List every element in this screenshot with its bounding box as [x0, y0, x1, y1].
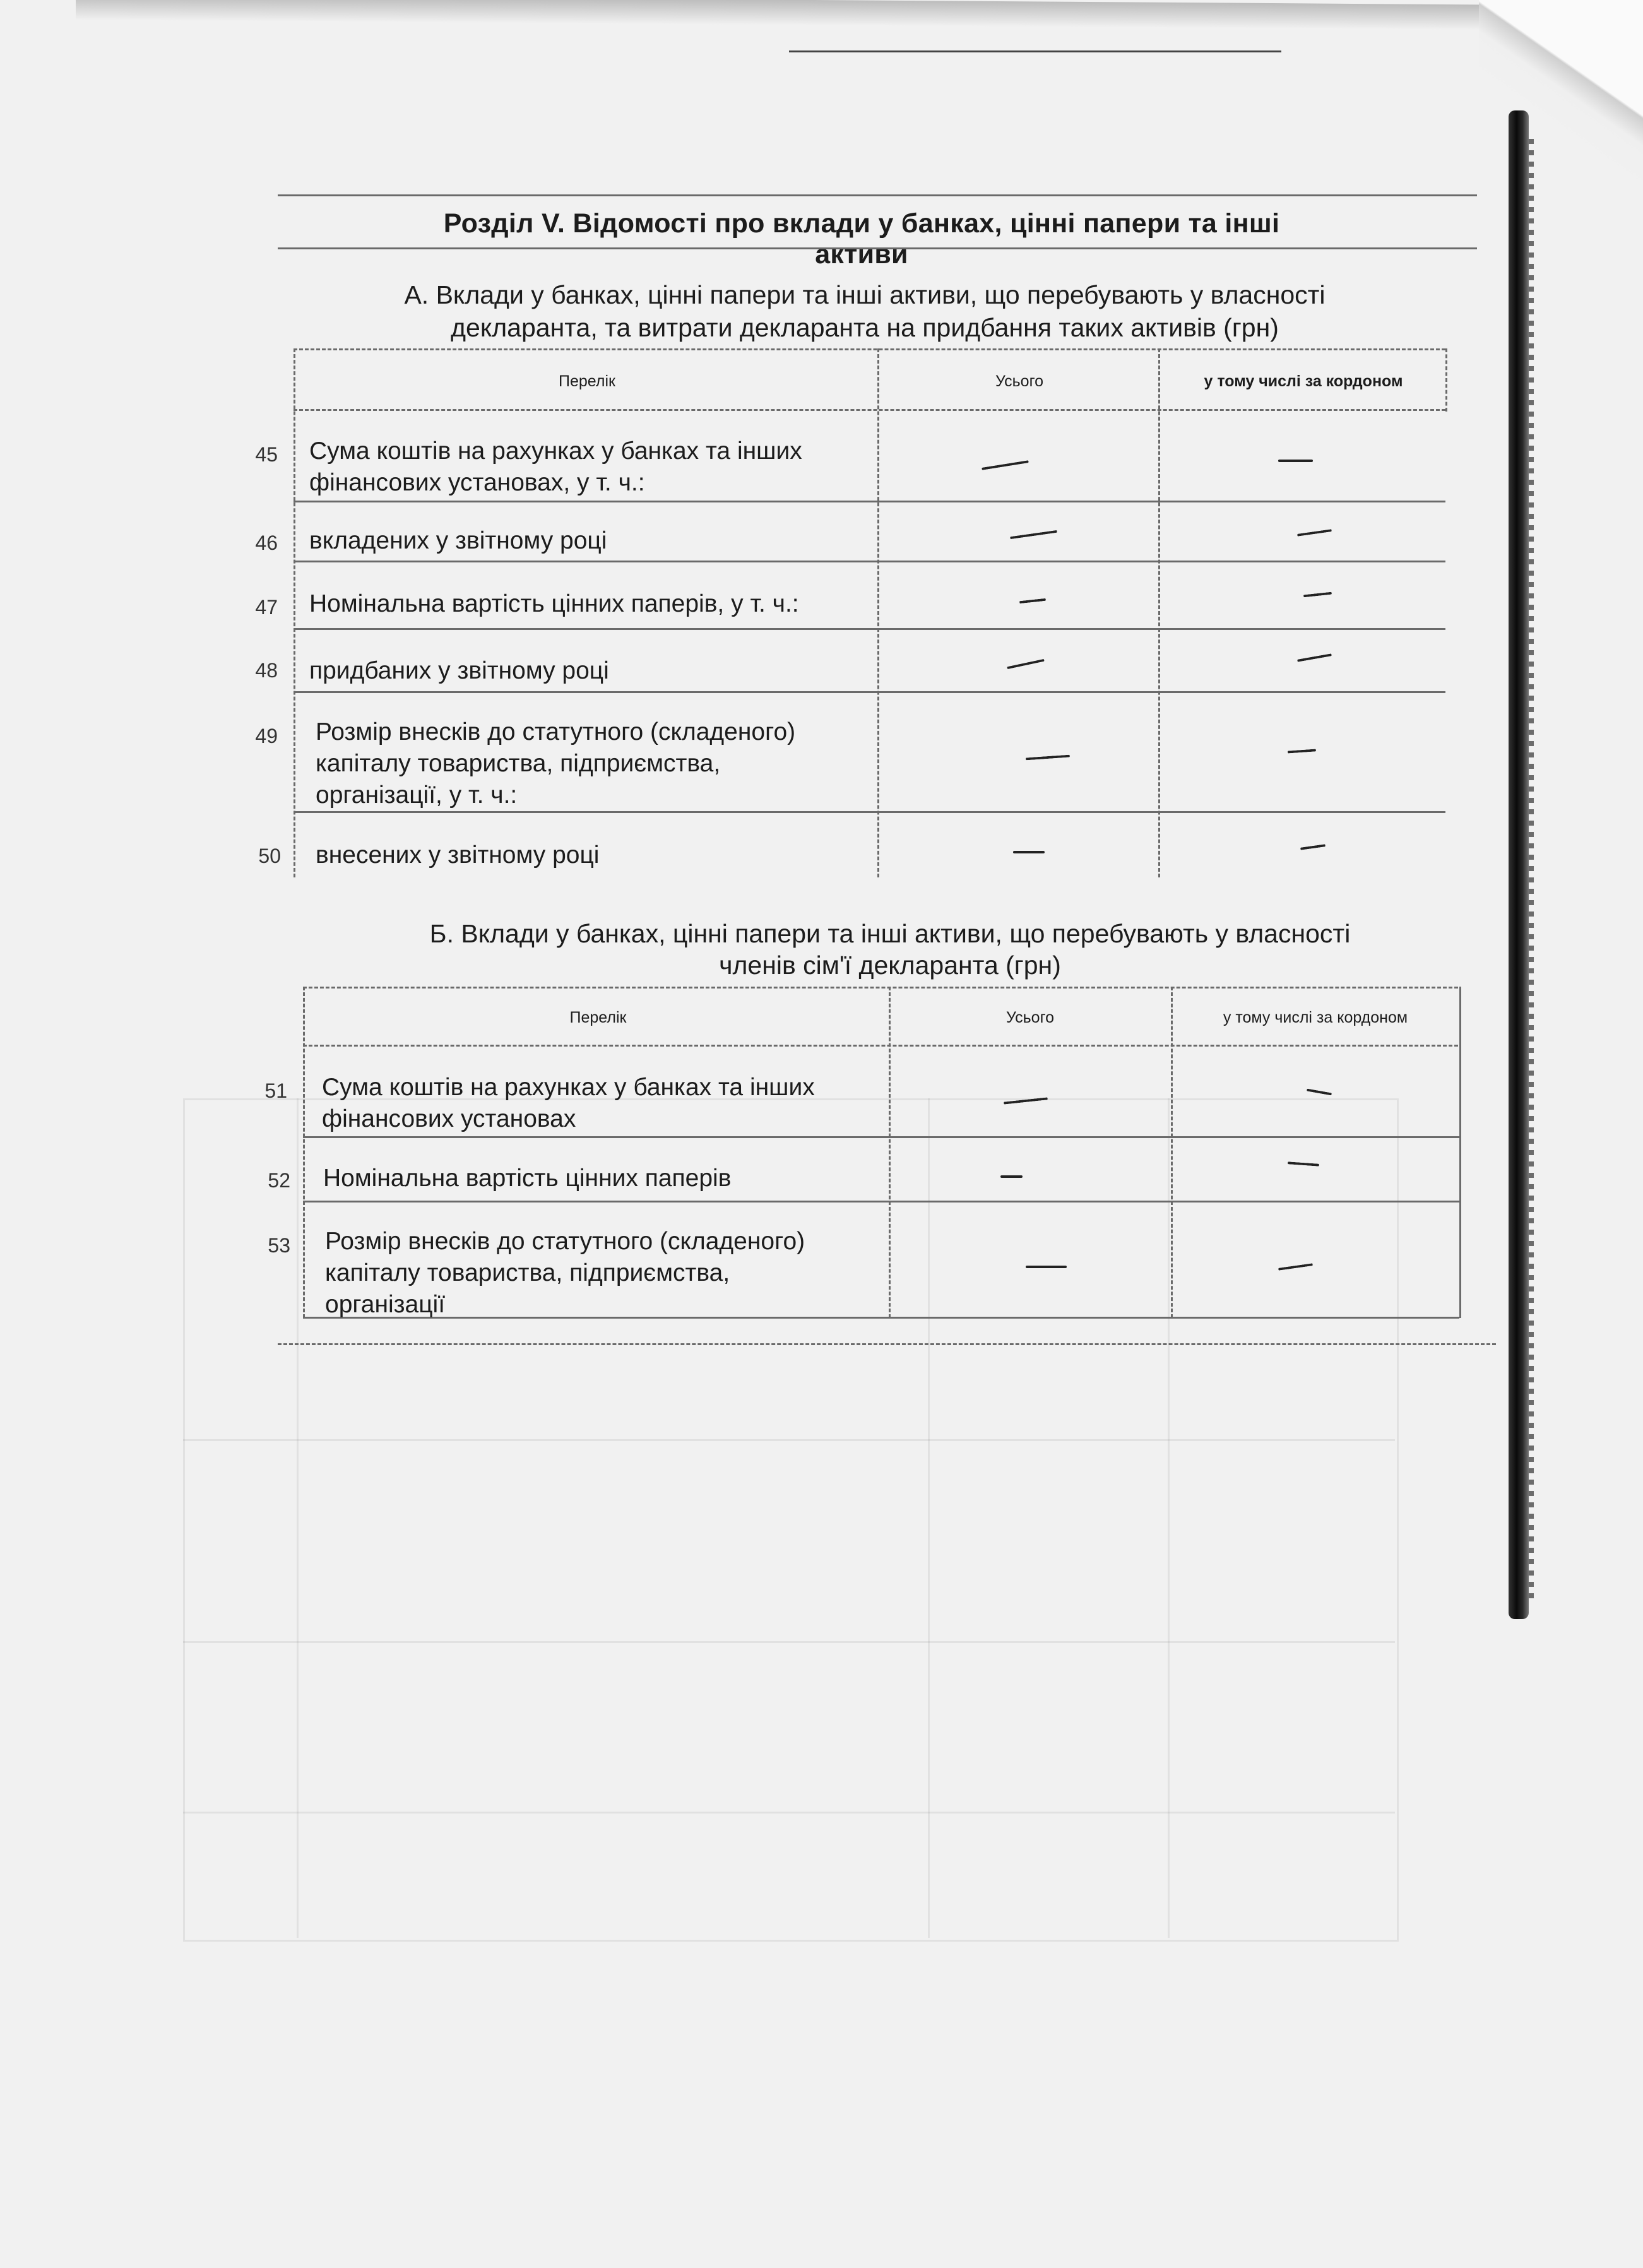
table-a-row-sep — [294, 501, 1445, 502]
row-number: 51 — [264, 1079, 287, 1102]
table-b-col-total: Усього — [1005, 1009, 1055, 1026]
abroad-dash-mark — [1297, 529, 1332, 537]
binder-edge — [1509, 110, 1529, 1619]
total-dash-mark — [1026, 755, 1070, 761]
row-number: 52 — [268, 1169, 290, 1192]
table-a-row-sep — [294, 561, 1445, 562]
row-label-line: фінансових установах — [322, 1105, 576, 1132]
row-label-line: фінансових установах, у т. ч.: — [309, 469, 645, 496]
row-label-line: Розмір внесків до статутного (складеного) — [325, 1228, 805, 1255]
row-number: 46 — [255, 531, 278, 554]
total-dash-mark — [1010, 530, 1057, 539]
table-b-col-abroad: у тому числі за кордоном — [1223, 1009, 1408, 1026]
section-bottom-rule — [278, 247, 1477, 249]
row-label-line: капіталу товариства, підприємства, — [325, 1259, 730, 1286]
table-a-col-list: Перелік — [559, 372, 615, 390]
part-b-title-line2: членів сім'ї декларанта (грн) — [719, 951, 1061, 980]
table-a-row-sep — [294, 811, 1445, 813]
total-dash-mark — [1000, 1175, 1023, 1178]
row-label-line: Сума коштів на рахунках у банках та інших — [309, 437, 802, 465]
table-b-bottom — [303, 1317, 1459, 1319]
row-label-line: придбаних у звітному році — [309, 657, 609, 684]
section-top-rule — [278, 194, 1477, 196]
abroad-dash-mark — [1307, 1089, 1332, 1096]
row-label-line: Номінальна вартість цінних паперів — [323, 1165, 732, 1192]
table-a-row-sep — [294, 628, 1445, 630]
table-a-row-sep — [294, 691, 1445, 693]
bleed-through-line — [183, 1812, 1395, 1814]
abroad-dash-mark — [1297, 653, 1332, 662]
row-number: 49 — [255, 725, 278, 747]
row-label-line: капіталу товариства, підприємства, — [316, 750, 721, 777]
scan-shadow — [76, 0, 1553, 30]
abroad-dash-mark — [1300, 844, 1326, 850]
total-dash-mark — [1013, 851, 1045, 853]
bleed-through-line — [183, 1641, 1395, 1643]
row-label-line: вкладених у звітному році — [309, 527, 607, 554]
page-corner-fold — [1479, 0, 1643, 189]
table-b-row-sep — [303, 1136, 1459, 1138]
table-a-col-total: Усього — [995, 372, 1044, 390]
total-dash-mark — [1007, 659, 1045, 669]
abroad-dash-mark — [1278, 460, 1313, 462]
abroad-dash-mark — [1288, 749, 1316, 753]
row-label-line: Сума коштів на рахунках у банках та інших — [322, 1074, 815, 1101]
table-b-row-sep — [303, 1201, 1459, 1202]
row-number: 45 — [255, 443, 278, 466]
table-b-header-bottom — [303, 1045, 1458, 1047]
binder-perforation — [1529, 139, 1534, 1603]
abroad-dash-mark — [1303, 592, 1332, 598]
table-b-col-list: Перелік — [569, 1009, 627, 1026]
table-a-header-bottom — [294, 409, 1445, 411]
page-bottom-rule — [278, 1343, 1496, 1345]
table-b-header-top — [303, 987, 1458, 989]
row-number: 53 — [268, 1234, 290, 1257]
part-a-title-line1: А. Вклади у банках, цінні папери та інші активи, що перебувають у власності — [404, 280, 1326, 309]
section-title: Розділ V. Відомості про вклади у банках, цінні папери та інші активи — [443, 208, 1280, 270]
total-dash-mark — [1026, 1266, 1067, 1268]
bleed-through-line — [183, 1439, 1395, 1441]
page-edge — [789, 50, 1281, 52]
total-dash-mark — [982, 460, 1029, 470]
table-a-vline-2 — [1158, 348, 1160, 877]
table-a-vline-1 — [877, 348, 879, 877]
row-label-line: Номінальна вартість цінних паперів, у т. ч.: — [309, 590, 799, 617]
bleed-through-table — [183, 1098, 1399, 1942]
table-a-header-top — [294, 348, 1445, 350]
table-a-vline-left — [294, 348, 295, 877]
table-b-vline-1 — [889, 987, 891, 1318]
row-label-line: організації — [325, 1291, 446, 1318]
table-b-vline-left — [303, 987, 305, 1318]
row-number: 48 — [255, 659, 278, 682]
row-number: 50 — [258, 845, 281, 867]
table-a-vline-right — [1445, 348, 1447, 412]
total-dash-mark — [1019, 598, 1046, 603]
row-label-line: Розмір внесків до статутного (складеного) — [316, 718, 796, 745]
row-label-line: організації, у т. ч.: — [316, 781, 518, 809]
table-b-vline-right — [1459, 987, 1461, 1318]
part-a-title-line2: декларанта, та витрати декларанта на придбання таких активів (грн) — [451, 313, 1279, 342]
row-number: 47 — [255, 596, 278, 619]
row-label-line: внесених у звітному році — [316, 841, 600, 869]
table-b-vline-2 — [1171, 987, 1173, 1318]
part-b-title-line1: Б. Вклади у банках, цінні папери та інші активи, що перебувають у власності — [429, 919, 1351, 948]
table-a-col-abroad: у тому числі за кордоном — [1204, 372, 1403, 390]
